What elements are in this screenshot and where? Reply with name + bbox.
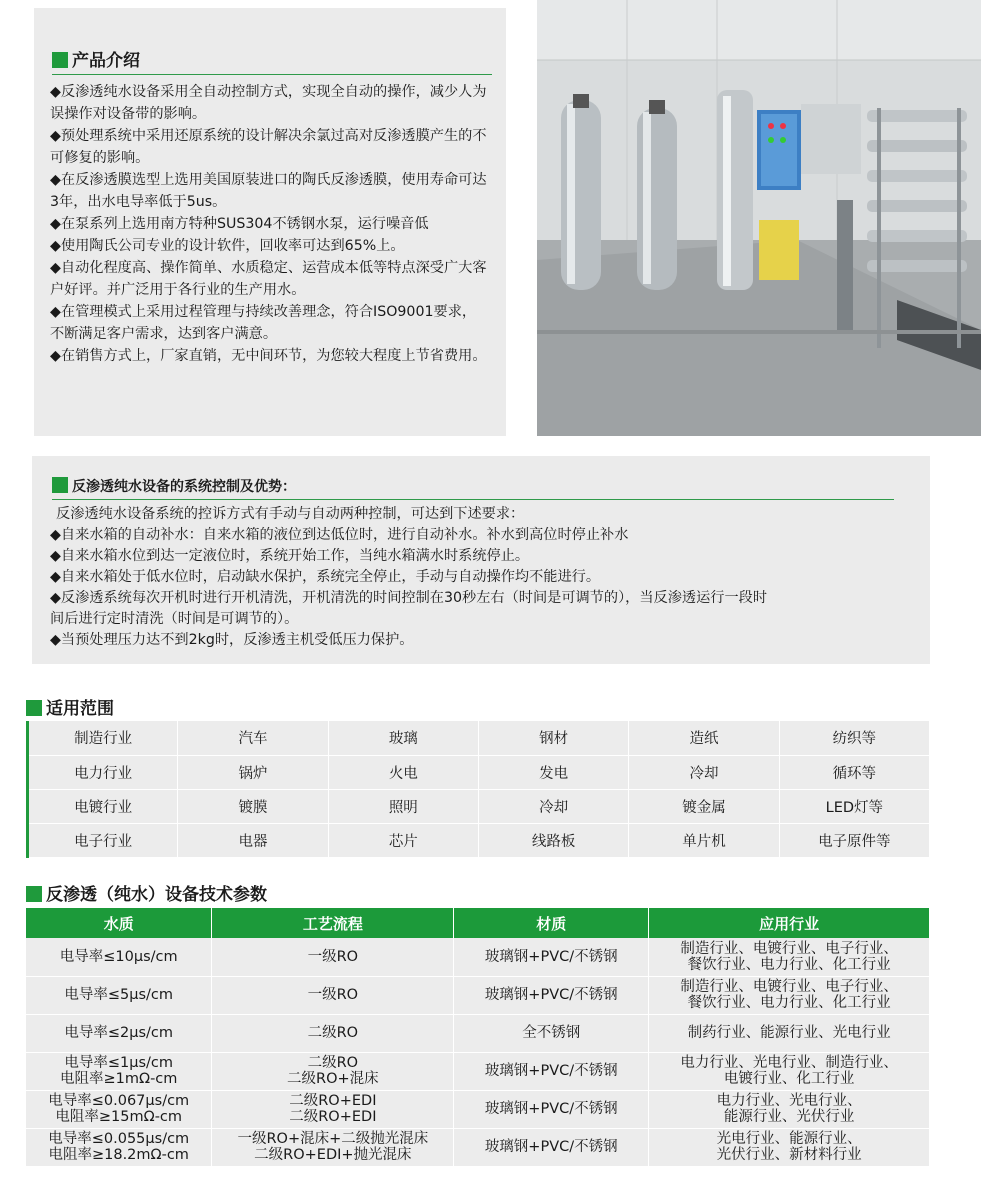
- control-title: 反渗透纯水设备的系统控制及优势：: [72, 479, 296, 495]
- table-row: [26, 938, 930, 976]
- scope-cell: 电器: [178, 823, 328, 857]
- intro-divider: [52, 74, 492, 75]
- scope-cell: 纺织等: [779, 721, 929, 755]
- scope-title: 适用范围: [46, 699, 114, 719]
- intro-item: ◆在销售方式上，厂家直销，无中间环节，为您较大程度上节省费用。: [50, 348, 487, 364]
- intro-title: 产品介绍: [72, 51, 140, 71]
- scope-cell: 玻璃: [328, 721, 478, 755]
- green-square-icon: [26, 886, 42, 902]
- scope-cell: 钢材: [478, 721, 628, 755]
- spec-cell: 光电行业、能源行业、 光伏行业、新材料行业: [649, 1128, 930, 1166]
- scope-heading: [26, 694, 114, 719]
- scope-cell: 制造行业: [28, 721, 178, 755]
- scope-cell: 造纸: [629, 721, 779, 755]
- scope-cell: LED灯等: [779, 789, 929, 823]
- spec-cell: 制造行业、电镀行业、电子行业、 餐饮行业、电力行业、化工行业: [649, 938, 930, 976]
- equipment-photo: [537, 0, 981, 436]
- spec-header-cell: 应用行业: [649, 908, 930, 938]
- spec-header-cell: 材质: [454, 908, 649, 938]
- intro-item: ◆自动化程度高、操作简单、水质稳定、运营成本低等特点深受广大客户好评。并广泛用于各行业的生产用水。: [50, 260, 487, 298]
- spec-cell: 一级RO: [212, 976, 454, 1014]
- spec-cell: 电力行业、光电行业、 能源行业、光伏行业: [649, 1090, 930, 1128]
- intro-item: ◆在泵系列上选用南方特种SUS304不锈钢水泵，运行噪音低: [50, 216, 429, 232]
- control-list: [50, 525, 910, 651]
- intro-item: ◆使用陶氏公司专业的设计软件，回收率可达到65%上。: [50, 238, 405, 254]
- spec-header-cell: 工艺流程: [212, 908, 454, 938]
- scope-cell: 发电: [478, 755, 628, 789]
- spec-cell: 玻璃钢+PVC/不锈钢: [454, 976, 649, 1014]
- intro-heading: [52, 46, 140, 71]
- spec-heading: [26, 880, 267, 905]
- table-row: [28, 721, 930, 755]
- control-item: ◆自来水箱处于低水位时，启动缺水保护，系统完全停止，手动与自动操作均不能进行。: [50, 569, 601, 585]
- intro-item: ◆预处理系统中采用还原系统的设计解决余氯过高对反渗透膜产生的不可修复的影响。: [50, 128, 487, 166]
- spec-cell: 电导率≤5μs/cm: [26, 976, 212, 1014]
- scope-cell: 电子行业: [28, 823, 178, 857]
- control-divider: [52, 499, 894, 500]
- spec-cell: 制造行业、电镀行业、电子行业、 餐饮行业、电力行业、化工行业: [649, 976, 930, 1014]
- spec-cell: 玻璃钢+PVC/不锈钢: [454, 1128, 649, 1166]
- spec-cell: 制药行业、能源行业、光电行业: [649, 1014, 930, 1052]
- spec-cell: 二级RO 二级RO+混床: [212, 1052, 454, 1090]
- spec-cell: 玻璃钢+PVC/不锈钢: [454, 1052, 649, 1090]
- table-row: [26, 1052, 930, 1090]
- spec-cell: 二级RO: [212, 1014, 454, 1052]
- intro-item: ◆在管理模式上采用过程管理与持续改善理念，符合ISO9001要求，不断满足客户需求，达到客户满意。: [50, 304, 477, 342]
- scope-cell: 线路板: [478, 823, 628, 857]
- spec-cell: 全不锈钢: [454, 1014, 649, 1052]
- scope-cell: 单片机: [629, 823, 779, 857]
- spec-cell: 一级RO: [212, 938, 454, 976]
- scope-cell: 电力行业: [28, 755, 178, 789]
- intro-item: ◆在反渗透膜选型上选用美国原装进口的陶氏反渗透膜，使用寿命可达3年，出水电导率低于5us。: [50, 172, 487, 210]
- spec-cell: 电导率≤0.055μs/cm 电阻率≥18.2mΩ-cm: [26, 1128, 212, 1166]
- control-item: ◆自来水箱水位到达一定液位时，系统开始工作，当纯水箱满水时系统停止。: [50, 548, 530, 564]
- table-row: [28, 755, 930, 789]
- intro-item: ◆反渗透纯水设备采用全自动控制方式，实现全自动的操作，减少人为误操作对设备带的影响。: [50, 84, 487, 122]
- table-row: [26, 976, 930, 1014]
- spec-cell: 玻璃钢+PVC/不锈钢: [454, 938, 649, 976]
- equipment-illustration: [537, 0, 981, 436]
- spec-header-cell: 水质: [26, 908, 212, 938]
- system-control-panel: [32, 456, 930, 664]
- spec-cell: 电导率≤10μs/cm: [26, 938, 212, 976]
- product-intro-panel: [34, 8, 506, 436]
- green-square-icon: [52, 52, 68, 68]
- spec-cell: 二级RO+EDI 二级RO+EDI: [212, 1090, 454, 1128]
- table-row: [26, 1014, 930, 1052]
- intro-list: [50, 81, 490, 367]
- spec-title: 反渗透（纯水）设备技术参数: [46, 885, 267, 905]
- control-item: ◆当预处理压力达不到2kg时，反渗透主机受低压力保护。: [50, 632, 414, 648]
- scope-cell: 冷却: [629, 755, 779, 789]
- table-row: [26, 1128, 930, 1166]
- control-item: ◆反渗透系统每次开机时进行开机清洗，开机清洗的时间控制在30秒左右（时间是可调节的），当反渗透运行一段时间后进行定时清洗（时间是可调节的）。: [50, 590, 768, 627]
- spec-cell: 电导率≤2μs/cm: [26, 1014, 212, 1052]
- green-square-icon: [26, 700, 42, 716]
- spec-header-row: [26, 908, 930, 938]
- spec-table: [26, 908, 930, 1167]
- table-row: [28, 789, 930, 823]
- scope-cell: 循环等: [779, 755, 929, 789]
- table-row: [26, 1090, 930, 1128]
- scope-cell: 火电: [328, 755, 478, 789]
- green-square-icon: [52, 477, 68, 493]
- scope-cell: 电子原件等: [779, 823, 929, 857]
- scope-cell: 芯片: [328, 823, 478, 857]
- control-lead: 反渗透纯水设备系统的控诉方式有手动与自动两种控制，可达到下述要求：: [56, 506, 525, 522]
- scope-cell: 照明: [328, 789, 478, 823]
- spec-cell: 一级RO+混床+二级抛光混床 二级RO+EDI+抛光混床: [212, 1128, 454, 1166]
- scope-cell: 电镀行业: [28, 789, 178, 823]
- scope-cell: 冷却: [478, 789, 628, 823]
- scope-cell: 镀膜: [178, 789, 328, 823]
- scope-cell: 汽车: [178, 721, 328, 755]
- table-row: [28, 823, 930, 857]
- scope-table: [26, 721, 930, 858]
- spec-cell: 玻璃钢+PVC/不锈钢: [454, 1090, 649, 1128]
- spec-cell: 电力行业、光电行业、制造行业、 电镀行业、化工行业: [649, 1052, 930, 1090]
- scope-cell: 锅炉: [178, 755, 328, 789]
- control-heading: [52, 476, 296, 496]
- scope-cell: 镀金属: [629, 789, 779, 823]
- spec-cell: 电导率≤1μs/cm 电阻率≥1mΩ-cm: [26, 1052, 212, 1090]
- control-item: ◆自来水箱的自动补水：自来水箱的液位到达低位时，进行自动补水。补水到高位时停止补水: [50, 527, 629, 543]
- spec-cell: 电导率≤0.067μs/cm 电阻率≥15mΩ-cm: [26, 1090, 212, 1128]
